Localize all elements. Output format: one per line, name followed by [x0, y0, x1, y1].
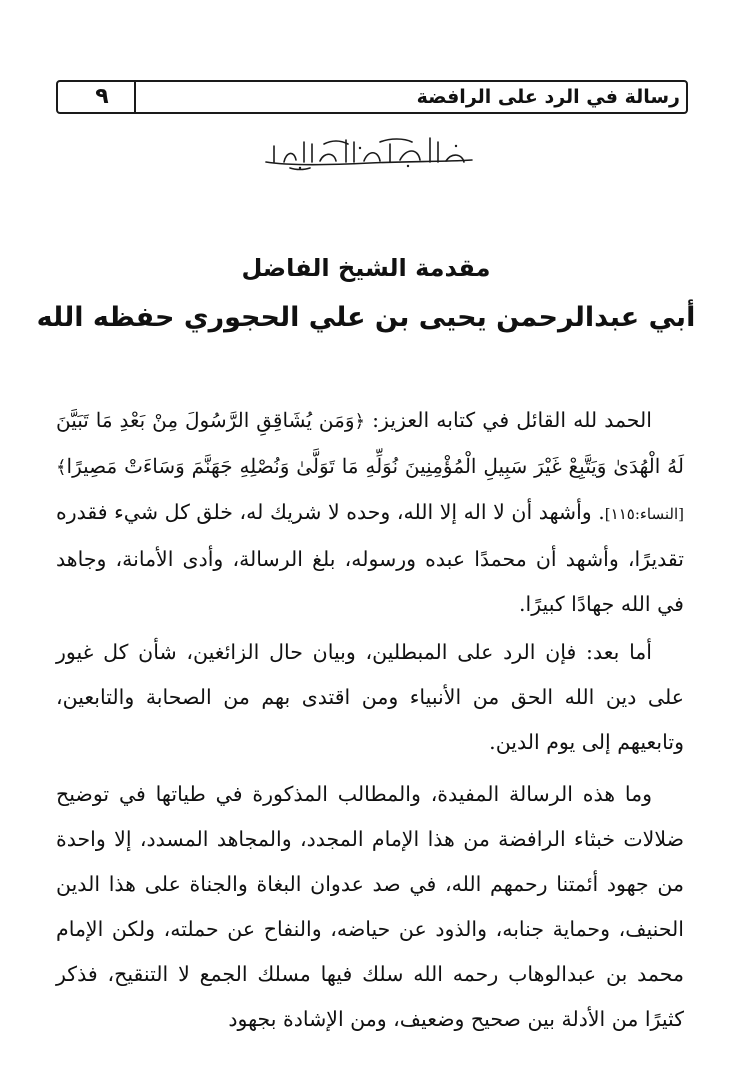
intro-heading: مقدمة الشيخ الفاضل	[241, 254, 491, 282]
paragraph-1	[56, 398, 684, 627]
page-number: ٩	[95, 84, 109, 109]
quran-verse: وَمَن يُشَاقِقِ الرَّسُولَ مِنْ بَعْدِ مَا تَبَيَّنَ لَهُ الْهُدَىٰ وَيَتَّبِعْ غَيْرَ سَبِيلِ الْمُؤْمِنِينَ نُوَلِّهِ مَا تَوَلَّىٰ وَنُصْلِهِ جَهَنَّمَ وَسَاءَتْ مَصِيرًا	[56, 408, 684, 478]
paragraph-2-text: أما بعد: فإن الرد على المبطلين، وبيان حال الزائغين، شأن كل غيور على دين الله الحق من الأنبياء ومن اقتدى بهم من الصحابة والتابعين، وتابعيهم إلى يوم الدين.	[56, 640, 684, 754]
paragraph-3	[56, 772, 684, 1042]
paragraph-3-text: وما هذه الرسالة المفيدة، والمطالب المذكورة في طياتها في توضيح ضلالات خبثاء الرافضة من هذا الإمام المجدد، والمجاهد المسدد، إلا واحدة من جهود أئمتنا رحمهم الله، في صد عدوان البغاة والجناة على هذا الدين الحنيف، وحماية جنابه، والذود عن حياضه، والنفاح عن حملته، ولكن الإمام محمد بن عبدالوهاب رحمه الله سلك فيها مسلك الجمع لا التنقيح، فذكر كثيرًا من الأدلة بين صحيح وضعيف، ومن الإشادة بجهود	[56, 782, 684, 1031]
running-header-title: رسالة في الرد على الرافضة	[416, 86, 680, 108]
author-heading: أبي عبدالرحمن يحيى بن علي الحجوري حفظه الله	[36, 302, 696, 333]
verse-close-brace: ﴾	[56, 457, 67, 478]
verse-reference: [النساء:١١٥]	[604, 505, 684, 523]
basmala-calligraphy	[260, 132, 478, 172]
paragraph-1-lead: الحمد لله القائل في كتابه العزيز:	[372, 408, 652, 432]
paragraph-1-rest: . وأشهد أن لا اله إلا الله، وحده لا شريك له، خلق كل شيء فقدره تقديرًا، وأشهد أن محمدًا عبده ورسوله، بلغ الرسالة، وأدى الأمانة، وجاهد في الله جهادًا كبيرًا.	[56, 500, 684, 616]
header-divider	[134, 80, 136, 114]
verse-open-brace: ﴿	[354, 411, 366, 432]
paragraph-2	[56, 630, 684, 765]
